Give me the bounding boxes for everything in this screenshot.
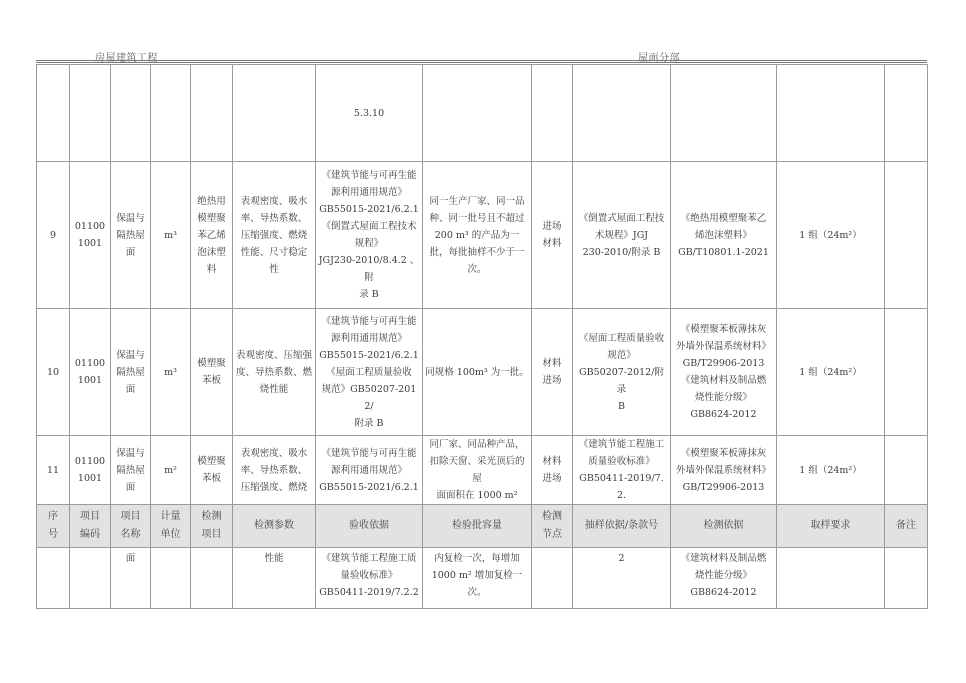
cell-node: 材料 进场 <box>532 309 573 436</box>
header-no: 序 号 <box>37 505 70 548</box>
cell-testbasis: 《模塑聚苯板薄抹灰 外墙外保温系统材料》 GB/T29906-2013 <box>671 436 777 505</box>
cell-note <box>885 436 928 505</box>
cell-testbasis: 《建筑材料及制品燃 烧性能分级》 GB8624-2012 <box>671 548 777 609</box>
cell <box>70 548 111 609</box>
cell <box>573 65 671 162</box>
inspection-table <box>36 64 928 609</box>
cell-name: 保温与 隔热屋 面 <box>111 162 151 309</box>
cell-basis: 《建筑节能工程施工质 量验收标准》 GB50411-2019/7.2.2 <box>316 548 423 609</box>
cell <box>233 65 316 162</box>
cell-sampling: 2 <box>573 548 671 609</box>
cell-batch: 同规格 100m³ 为一批。 <box>423 309 532 436</box>
cell-basis: 5.3.10 <box>316 65 423 162</box>
cell-note <box>885 162 928 309</box>
cell-node: 材料 进场 <box>532 436 573 505</box>
cell-params: 表观密度、吸水 率、导热系数、 压缩强度、燃烧 性能、尺寸稳定 性 <box>233 162 316 309</box>
header-testbasis: 检测依据 <box>671 505 777 548</box>
table-row-continued <box>37 548 928 609</box>
cell <box>532 65 573 162</box>
header-params: 检测参数 <box>233 505 316 548</box>
cell <box>532 548 573 609</box>
cell-basis: 《建筑节能与可再生能 源利用通用规范》 GB55015-2021/6.2.1 《屋面工程质量验收 规范》GB50207-2012/ 附录 B <box>316 309 423 436</box>
cell-item: 模塑聚 苯板 <box>191 436 233 505</box>
cell-basis: 《建筑节能与可再生能 源利用通用规范》 GB55015-2021/6.2.1 《倒置式屋面工程技术 规程》 JGJ230-2010/8.4.2 、附 录 B <box>316 162 423 309</box>
cell-name: 保温与 隔热屋 面 <box>111 309 151 436</box>
header-name: 项目 名称 <box>111 505 151 548</box>
cell-params: 表观密度、压缩强 度、导热系数、燃 烧性能 <box>233 309 316 436</box>
cell <box>885 65 928 162</box>
cell-params: 表观密度、吸水 率、导热系数、 压缩强度、燃烧 <box>233 436 316 505</box>
cell <box>151 65 191 162</box>
cell <box>191 65 233 162</box>
cell-unit: m³ <box>151 162 191 309</box>
header-node: 检测 节点 <box>532 505 573 548</box>
cell <box>37 548 70 609</box>
cell-testbasis: 《绝热用模塑聚苯乙 烯泡沫塑料》 GB/T10801.1-2021 <box>671 162 777 309</box>
cell-item: 模塑聚 苯板 <box>191 309 233 436</box>
cell <box>151 548 191 609</box>
header-note: 备注 <box>885 505 928 548</box>
column-header-row <box>37 505 928 548</box>
cell-sampling: 《屋面工程质量验收 规范》 GB50207-2012/附录 B <box>573 309 671 436</box>
cell-code: 01100 1001 <box>70 162 111 309</box>
cell-req: 1 组（24m²） <box>777 162 885 309</box>
cell <box>191 548 233 609</box>
header-right: 屋面分部 <box>638 53 680 64</box>
cell-batch: 内复检一次，每增加 1000 m² 增加复检一次。 <box>423 548 532 609</box>
cell <box>777 65 885 162</box>
cell-code: 01100 1001 <box>70 436 111 505</box>
table-row <box>37 162 928 309</box>
header-rule <box>36 60 927 61</box>
cell-params: 性能 <box>233 548 316 609</box>
cell <box>777 548 885 609</box>
header-item: 检测 项目 <box>191 505 233 548</box>
cell-batch: 同厂家、同品种产品， 扣除天窗、采光顶后的屋 面面积在 1000 m² <box>423 436 532 505</box>
cell-code: 01100 1001 <box>70 309 111 436</box>
cell-unit: m³ <box>151 309 191 436</box>
cell <box>423 65 532 162</box>
cell-req: 1 组（24m²） <box>777 436 885 505</box>
table-row <box>37 436 928 505</box>
cell <box>671 65 777 162</box>
cell-node: 进场 材料 <box>532 162 573 309</box>
header-rule-2 <box>36 62 927 63</box>
header-code: 项目 编码 <box>70 505 111 548</box>
cell-no: 11 <box>37 436 70 505</box>
cell-unit: m² <box>151 436 191 505</box>
cell-testbasis: 《模塑聚苯板薄抹灰 外墙外保温系统材料》 GB/T29906-2013 《建筑材料及制品燃 烧性能分级》 GB8624-2012 <box>671 309 777 436</box>
cell-basis: 《建筑节能与可再生能 源利用通用规范》 GB55015-2021/6.2.1 <box>316 436 423 505</box>
header-unit: 计量 单位 <box>151 505 191 548</box>
table-row-continued <box>37 65 928 162</box>
header-basis: 验收依据 <box>316 505 423 548</box>
cell-batch: 同一生产厂家、同一品 种、同一批号且不超过 200 m³ 的产品为一 批，每批抽样不少于一 次。 <box>423 162 532 309</box>
header-left: 房屋建筑工程 <box>95 53 158 64</box>
cell <box>37 65 70 162</box>
cell-sampling: 《倒置式屋面工程技 术规程》JGJ 230-2010/附录 B <box>573 162 671 309</box>
header-req: 取样要求 <box>777 505 885 548</box>
cell-sampling: 《建筑节能工程施工 质量验收标准》 GB50411-2019/7.2. <box>573 436 671 505</box>
header-sampling: 抽样依据/条款号 <box>573 505 671 548</box>
cell-no: 10 <box>37 309 70 436</box>
cell-name: 保温与 隔热屋 面 <box>111 436 151 505</box>
table-row <box>37 309 928 436</box>
cell-name: 面 <box>111 548 151 609</box>
cell <box>111 65 151 162</box>
cell-note <box>885 309 928 436</box>
cell <box>885 548 928 609</box>
cell-req: 1 组（24m²） <box>777 309 885 436</box>
cell-item: 绝热用 模塑聚 苯乙烯 泡沫塑 料 <box>191 162 233 309</box>
header-batch: 检验批容量 <box>423 505 532 548</box>
cell <box>70 65 111 162</box>
cell-no: 9 <box>37 162 70 309</box>
